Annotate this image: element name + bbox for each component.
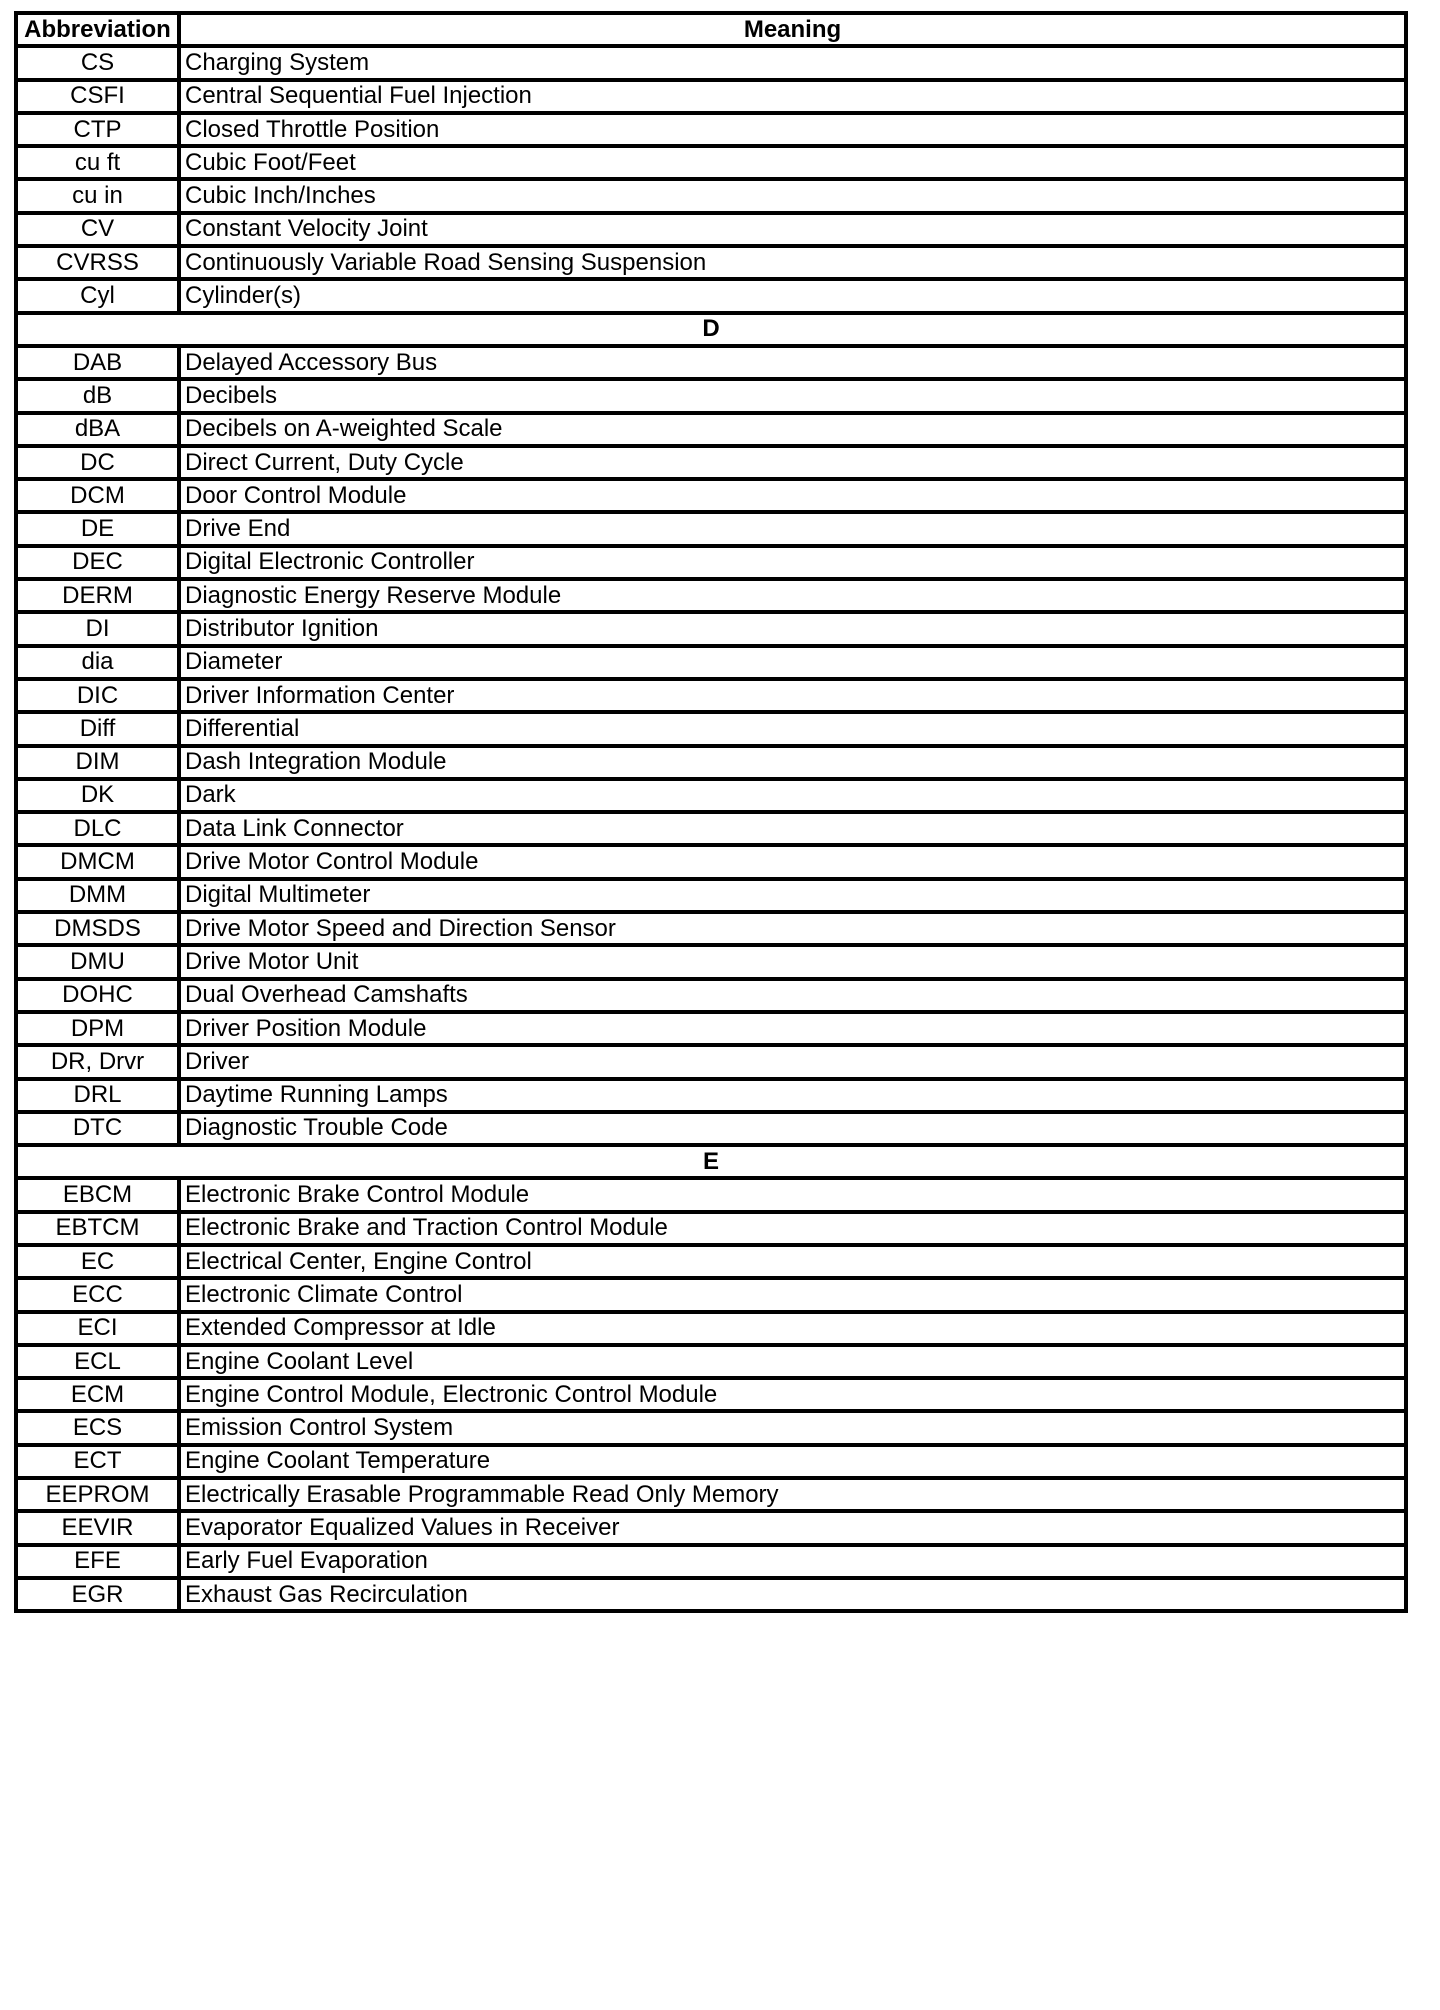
- table-row: [16, 812, 1406, 845]
- table-row: [16, 1245, 1406, 1278]
- table-row: [16, 945, 1406, 978]
- table-header: [16, 13, 1406, 46]
- abbreviation-cell: CTP: [16, 113, 179, 146]
- table-row: [16, 845, 1406, 878]
- meaning-cell: Decibels on A-weighted Scale: [179, 413, 1406, 446]
- meaning-cell: Diagnostic Trouble Code: [179, 1112, 1406, 1145]
- abbreviation-cell: CSFI: [16, 80, 179, 113]
- abbreviation-cell: Diff: [16, 712, 179, 745]
- table-row: [16, 146, 1406, 179]
- meaning-cell: Charging System: [179, 46, 1406, 79]
- abbreviation-cell: DMM: [16, 879, 179, 912]
- table-row: [16, 612, 1406, 645]
- table-row: [16, 512, 1406, 545]
- meaning-cell: Diameter: [179, 646, 1406, 679]
- abbreviation-column-header: Abbreviation: [16, 13, 179, 46]
- meaning-cell: Electronic Brake Control Module: [179, 1178, 1406, 1211]
- table-row: [16, 113, 1406, 146]
- table-row: [16, 1378, 1406, 1411]
- abbreviation-cell: DMU: [16, 945, 179, 978]
- abbreviation-cell: cu ft: [16, 146, 179, 179]
- meaning-cell: Daytime Running Lamps: [179, 1079, 1406, 1112]
- meaning-cell: Direct Current, Duty Cycle: [179, 446, 1406, 479]
- table-row: [16, 246, 1406, 279]
- abbreviation-cell: cu in: [16, 179, 179, 212]
- abbreviation-cell: EEPROM: [16, 1478, 179, 1511]
- abbreviation-cell: DI: [16, 612, 179, 645]
- meaning-cell: Emission Control System: [179, 1411, 1406, 1444]
- abbreviation-cell: DAB: [16, 346, 179, 379]
- meaning-cell: Door Control Module: [179, 479, 1406, 512]
- abbreviation-cell: DLC: [16, 812, 179, 845]
- meaning-cell: Electrical Center, Engine Control: [179, 1245, 1406, 1278]
- meaning-cell: Driver Information Center: [179, 679, 1406, 712]
- meaning-cell: Exhaust Gas Recirculation: [179, 1578, 1406, 1611]
- meaning-cell: Differential: [179, 712, 1406, 745]
- meaning-cell: Diagnostic Energy Reserve Module: [179, 579, 1406, 612]
- abbreviation-cell: EGR: [16, 1578, 179, 1611]
- header-row: [16, 13, 1406, 46]
- meaning-cell: Drive Motor Unit: [179, 945, 1406, 978]
- table-row: [16, 479, 1406, 512]
- table-row: [16, 1345, 1406, 1378]
- abbreviation-cell: ECC: [16, 1278, 179, 1311]
- meaning-cell: Electronic Climate Control: [179, 1278, 1406, 1311]
- table-row: [16, 1545, 1406, 1578]
- abbreviation-cell: EBCM: [16, 1178, 179, 1211]
- abbreviation-cell: DMSDS: [16, 912, 179, 945]
- abbreviation-cell: EEVIR: [16, 1511, 179, 1544]
- table-row: [16, 46, 1406, 79]
- abbreviation-cell: ECL: [16, 1345, 179, 1378]
- abbreviation-cell: dBA: [16, 413, 179, 446]
- meaning-cell: Dark: [179, 779, 1406, 812]
- table-row: [16, 1079, 1406, 1112]
- meaning-cell: Engine Control Module, Electronic Control Module: [179, 1378, 1406, 1411]
- abbreviation-cell: ECS: [16, 1411, 179, 1444]
- abbreviation-cell: DOHC: [16, 979, 179, 1012]
- table-row: [16, 446, 1406, 479]
- table-row: [16, 1112, 1406, 1145]
- meaning-cell: Dual Overhead Camshafts: [179, 979, 1406, 1012]
- abbreviation-cell: dB: [16, 379, 179, 412]
- table-row: [16, 879, 1406, 912]
- meaning-cell: Data Link Connector: [179, 812, 1406, 845]
- meaning-cell: Digital Multimeter: [179, 879, 1406, 912]
- meaning-cell: Cylinder(s): [179, 279, 1406, 312]
- table-body: [16, 46, 1406, 1611]
- meaning-cell: Engine Coolant Level: [179, 1345, 1406, 1378]
- meaning-cell: Early Fuel Evaporation: [179, 1545, 1406, 1578]
- table-row: [16, 779, 1406, 812]
- meaning-cell: Decibels: [179, 379, 1406, 412]
- abbreviation-cell: DPM: [16, 1012, 179, 1045]
- table-row: [16, 213, 1406, 246]
- abbreviation-cell: DTC: [16, 1112, 179, 1145]
- table-row: [16, 279, 1406, 312]
- abbreviation-cell: ECT: [16, 1445, 179, 1478]
- abbreviation-cell: EBTCM: [16, 1212, 179, 1245]
- section-letter: E: [16, 1145, 1406, 1178]
- table-row: [16, 646, 1406, 679]
- meaning-cell: Drive Motor Control Module: [179, 845, 1406, 878]
- abbreviation-cell: Cyl: [16, 279, 179, 312]
- abbreviation-cell: dia: [16, 646, 179, 679]
- meaning-cell: Dash Integration Module: [179, 746, 1406, 779]
- abbreviation-cell: EFE: [16, 1545, 179, 1578]
- table-row: [16, 1212, 1406, 1245]
- meaning-cell: Evaporator Equalized Values in Receiver: [179, 1511, 1406, 1544]
- meaning-cell: Drive End: [179, 512, 1406, 545]
- abbreviation-cell: DRL: [16, 1079, 179, 1112]
- abbreviation-cell: DE: [16, 512, 179, 545]
- meaning-cell: Constant Velocity Joint: [179, 213, 1406, 246]
- abbreviation-cell: DEC: [16, 546, 179, 579]
- abbreviation-cell: DMCM: [16, 845, 179, 878]
- abbreviation-cell: CV: [16, 213, 179, 246]
- table-row: [16, 679, 1406, 712]
- table-row: [16, 1045, 1406, 1078]
- table-row: [16, 80, 1406, 113]
- section-row: [16, 1145, 1406, 1178]
- section-letter: D: [16, 313, 1406, 346]
- table-row: [16, 346, 1406, 379]
- abbreviation-cell: DR, Drvr: [16, 1045, 179, 1078]
- abbreviation-cell: DCM: [16, 479, 179, 512]
- table-row: [16, 579, 1406, 612]
- table-row: [16, 413, 1406, 446]
- table-row: [16, 912, 1406, 945]
- abbreviation-cell: CVRSS: [16, 246, 179, 279]
- meaning-cell: Driver Position Module: [179, 1012, 1406, 1045]
- table-row: [16, 379, 1406, 412]
- table-row: [16, 546, 1406, 579]
- abbreviation-cell: ECM: [16, 1378, 179, 1411]
- meaning-cell: Central Sequential Fuel Injection: [179, 80, 1406, 113]
- section-row: [16, 313, 1406, 346]
- meaning-cell: Extended Compressor at Idle: [179, 1312, 1406, 1345]
- table-row: [16, 1445, 1406, 1478]
- table-row: [16, 1478, 1406, 1511]
- table-row: [16, 979, 1406, 1012]
- abbreviation-table: [14, 11, 1408, 1613]
- meaning-cell: Cubic Inch/Inches: [179, 179, 1406, 212]
- abbreviation-cell: DK: [16, 779, 179, 812]
- meaning-column-header: Meaning: [179, 13, 1406, 46]
- meaning-cell: Distributor Ignition: [179, 612, 1406, 645]
- table-row: [16, 746, 1406, 779]
- meaning-cell: Continuously Variable Road Sensing Suspension: [179, 246, 1406, 279]
- meaning-cell: Cubic Foot/Feet: [179, 146, 1406, 179]
- abbreviation-cell: ECI: [16, 1312, 179, 1345]
- table-row: [16, 1278, 1406, 1311]
- abbreviation-cell: DC: [16, 446, 179, 479]
- abbreviation-cell: DIM: [16, 746, 179, 779]
- table-row: [16, 1178, 1406, 1211]
- abbreviation-cell: CS: [16, 46, 179, 79]
- table-row: [16, 1411, 1406, 1444]
- meaning-cell: Electronic Brake and Traction Control Module: [179, 1212, 1406, 1245]
- table-row: [16, 1312, 1406, 1345]
- meaning-cell: Digital Electronic Controller: [179, 546, 1406, 579]
- meaning-cell: Driver: [179, 1045, 1406, 1078]
- meaning-cell: Closed Throttle Position: [179, 113, 1406, 146]
- meaning-cell: Electrically Erasable Programmable Read Only Memory: [179, 1478, 1406, 1511]
- table-row: [16, 1012, 1406, 1045]
- meaning-cell: Engine Coolant Temperature: [179, 1445, 1406, 1478]
- abbreviation-cell: DIC: [16, 679, 179, 712]
- table-row: [16, 179, 1406, 212]
- abbreviation-cell: DERM: [16, 579, 179, 612]
- table-row: [16, 1578, 1406, 1611]
- table-row: [16, 712, 1406, 745]
- abbreviation-cell: EC: [16, 1245, 179, 1278]
- meaning-cell: Drive Motor Speed and Direction Sensor: [179, 912, 1406, 945]
- table-row: [16, 1511, 1406, 1544]
- meaning-cell: Delayed Accessory Bus: [179, 346, 1406, 379]
